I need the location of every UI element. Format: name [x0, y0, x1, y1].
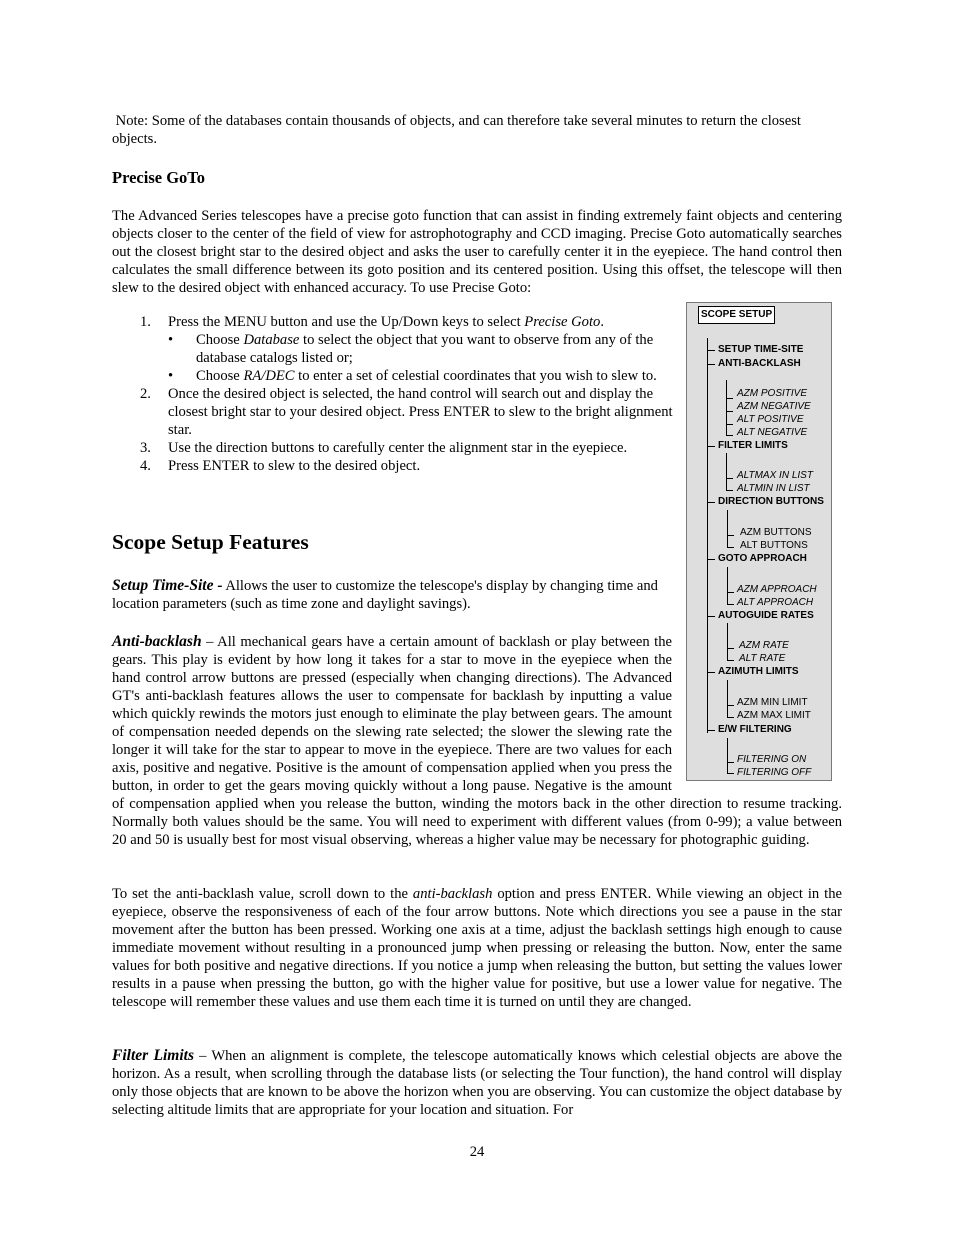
set-anti-backlash-paragraph: To set the anti-backlash value, scroll down to the anti-backlash option and press ENTER. While viewing an object in the eyepiece, observe the responsiveness of each of the four arrow buttons. Note which directions you see a pause in the star movement after the button has been pressed. Working one axis at a time, adjust the backlash settings high enough to cause immediate movement without resulting in a pronounced jump when pressing or releasing the button. Now, enter the same values for both positive and negative directions. If you notice a jump when releasing the button, but setting the values lower results in a pause when pressing the button, go with the higher value for positive, but use a lower value for negative. The telescope will remember these values and use them each time it is turned on until they are changed. [112, 886, 842, 1010]
menu-item-altmax: ALTMAX IN LIST [737, 470, 813, 481]
precise-goto-intro: The Advanced Series telescopes have a precise goto function that can assist in finding extremely faint objects and centering objects closer to the center of the field of view for astrophotography and CCD imaging. Precise Goto automatically searches out the closest bright star to the desired object and asks the user to carefully center it in the eyepiece. The hand control then calculates the small difference between its goto position and its centered position. Using this offset, the telescope will then slew to the desired object with enhanced accuracy. To use Precise Goto: [112, 208, 842, 296]
menu-item-direction-buttons: DIRECTION BUTTONS [718, 496, 824, 507]
setup-time-site-paragraph: Setup Time-Site - Allows the user to customize the telescope's display by changing time and location parameters (such as time zone and daylight savings). [112, 577, 658, 612]
menu-item-filtering-on: FILTERING ON [737, 754, 807, 765]
step-1: 1. Press the MENU button and use the Up/Down keys to select Precise Goto. • Choose Database to select the object that you want to observe from any of the database catalogs listed or; • Choose RA/DEC to enter a set of celestial coordinates that you wish to slew to. [140, 313, 675, 385]
filter-limits-paragraph: Filter Limits – When an alignment is complete, the telescope automatically knows which celestial objects are above the horizon. As a result, when scrolling through the database lists (or selecting the Tour function), the hand control will display only those objects that are known to be above the horizon when you are observing. You can customize the object database by selecting altitude limits that are appropriate for your location and situation. For [112, 1047, 842, 1118]
menu-item-azm-approach: AZM APPROACH [737, 584, 817, 595]
bullet-radec: • Choose RA/DEC to enter a set of celestial coordinates that you wish to slew to. [168, 368, 657, 384]
anti-backlash-term: Anti-backlash [112, 633, 202, 650]
bullet-icon: • [168, 332, 174, 348]
menu-item-azm-buttons: AZM BUTTONS [740, 527, 812, 538]
menu-item-altmin: ALTMIN IN LIST [737, 483, 810, 494]
menu-item-azm-positive: AZM POSITIVE [737, 388, 808, 399]
menu-item-ew-filtering: E/W FILTERING [718, 724, 792, 735]
step-3: 3. Use the direction buttons to carefully center the alignment star in the eyepiece. [140, 440, 628, 456]
menu-item-alt-approach: ALT APPROACH [737, 597, 814, 608]
precise-goto-heading: Precise GoTo [112, 168, 206, 187]
menu-item-azm-rate: AZM RATE [739, 640, 789, 651]
menu-item-azm-min-limit: AZM MIN LIMIT [737, 697, 808, 708]
menu-item-goto-approach: GOTO APPROACH [718, 553, 807, 564]
menu-title: SCOPE SETUP [698, 306, 775, 324]
menu-item-filtering-off: FILTERING OFF [737, 767, 812, 778]
step-number: 3. [140, 440, 151, 456]
note-paragraph [112, 112, 842, 148]
menu-item-azm-max-limit: AZM MAX LIMIT [737, 710, 811, 721]
precise-goto-steps [140, 313, 675, 475]
step-number: 1. [140, 314, 151, 330]
step-number: 4. [140, 458, 151, 474]
menu-item-setup-time-site: SETUP TIME-SITE [718, 344, 804, 355]
menu-item-filter-limits: FILTER LIMITS [718, 440, 788, 451]
menu-item-alt-buttons: ALT BUTTONS [740, 540, 808, 551]
menu-item-alt-positive: ALT POSITIVE [737, 414, 804, 425]
note-text: Note: Some of the databases contain thousands of objects, and can therefore take several minutes to return the closest objects. [112, 113, 801, 147]
manual-page: Note: Some of the databases contain thousands of objects, and can therefore take several minutes to return the closest objects. Precise GoTo The Advanced Series telescopes have a precise goto function that can assist in finding extremely faint objects and centering objects closer to the center of the field of view for astrophotography and CCD imaging. Precise Goto automatically searches out the closest bright star to the desired object and asks the user to carefully center it in the eyepiece. The hand control then calculates the small difference between its goto position and its centered position. Using this offset, the telescope will then slew to the desired object with enhanced accuracy. To use Precise Goto: 1. Press the MENU button and use the Up/Down keys to select Precise Goto. • Choose Database to select the object that you want to observe from any of the database catalogs listed or; • Choose RA/DEC to enter a set of celestial coordinates that you wish to slew to. 2. Once the desired object is selected, the hand control will search out and display the closest bright star to your desired object. Press ENTER to slew to the bright alignment star. 3. Use the direction buttons to carefully center the alignment star in the eyepiece. 4. Press ENTER to slew to the desired object. Scope Setup Features Setup Time-Site - Allows the user to customize the telescope's display by changing time and location parameters (such as time zone and daylight savings). Anti-backlash – All mechanical gears have a certain amount of backlash or play between the gears. This play is evident by how long it takes for a star to move in the eyepiece when the hand control arrow buttons are pressed (especially when changing directions). The Advanced GT's anti-backlash features allows the user to compensate for backlash by inputting a value which quickly rewinds the motors just enough to eliminate the play between gears. The amount of compensation needed depends on the slewing rate selected; the slower the slewing rate the longer it will take for the star to appear to move in the eyepiece. There are two values for each axis, positive and negative. Positive is the amount of compensation applied when you press the button, in order to get the gears moving quickly without a long pause. Negative is the amount of compensation applied when you release the button, winding the motors back in the other direction to resume tracking. Normally both values should be the same. You will need to experiment with different values (from 0-99); a value between 20 and 50 is usually best for most visual observing, whereas a higher value may be necessary for photographic guiding. To set the anti-backlash value, scroll down to the anti-backlash option and press ENTER. While viewing an object in the eyepiece, observe the responsiveness of each of the four arrow buttons. Note which directions you see a pause in the star movement after the button has been pressed. Working one axis at a time, adjust the backlash settings high enough to cause immediate movement without resulting in a pronounced jump when pressing or releasing the button. Now, enter the same values for both positive and negative directions. If you notice a jump when releasing the button, but setting the values lower results in a pause when pressing the button, go with the higher value for positive, but use a lower value for negative. The telescope will remember these values and use them each time it is turned on until they are changed. Filter Limits – When an alignment is complete, the telescope automatically knows which celestial objects are above the horizon. As a result, when scrolling through the database lists (or selecting the Tour function), the hand control will display only those objects that are known to be above the horizon when you are observing. You can customize the object database by selecting altitude limits that are appropriate for your location and situation. For SCOPE SETUP SETUP TIME-SITE ANTI-BACKLASH AZM POSITIVE AZM NEGATIVE ALT POSITIVE ALT NEGATIVE FILTER LIMITS ALTMAX IN LIST ALTMIN IN LIST DIRECTION BUTTONS AZM BUTTONS ALT BUTTONS GOTO APPROACH AZM APPROACH ALT APPROACH AUTOGUIDE RATES AZM RATE ALT RATE AZIMUTH LIMITS AZM MIN LIMIT AZM MAX LIMIT E/W FILTERING FILTERING ON FILTERING OFF 24 [0, 0, 954, 1235]
menu-item-autoguide-rates: AUTOGUIDE RATES [718, 610, 814, 621]
step-4: 4. Press ENTER to slew to the desired object. [140, 458, 421, 474]
page-number: 24 [469, 1144, 485, 1160]
setup-time-site-term: Setup Time-Site - [112, 577, 223, 594]
menu-item-azm-negative: AZM NEGATIVE [737, 401, 811, 412]
step-number: 2. [140, 386, 151, 402]
bullet-database: • Choose Database to select the object that you want to observe from any of the database catalogs listed or; [168, 332, 654, 366]
menu-item-alt-rate: ALT RATE [739, 653, 786, 664]
bullet-icon: • [168, 368, 174, 384]
step-2: 2. Once the desired object is selected, the hand control will search out and display the closest bright star to your desired object. Press ENTER to slew to the bright alignment star. [140, 386, 673, 438]
menu-item-azimuth-limits: AZIMUTH LIMITS [718, 666, 799, 677]
filter-limits-term: Filter Limits [112, 1047, 195, 1064]
scope-setup-heading: Scope Setup Features [112, 530, 309, 554]
menu-item-alt-negative: ALT NEGATIVE [737, 427, 808, 438]
menu-item-anti-backlash: ANTI-BACKLASH [718, 358, 801, 369]
scope-setup-menu-tree [686, 302, 832, 781]
